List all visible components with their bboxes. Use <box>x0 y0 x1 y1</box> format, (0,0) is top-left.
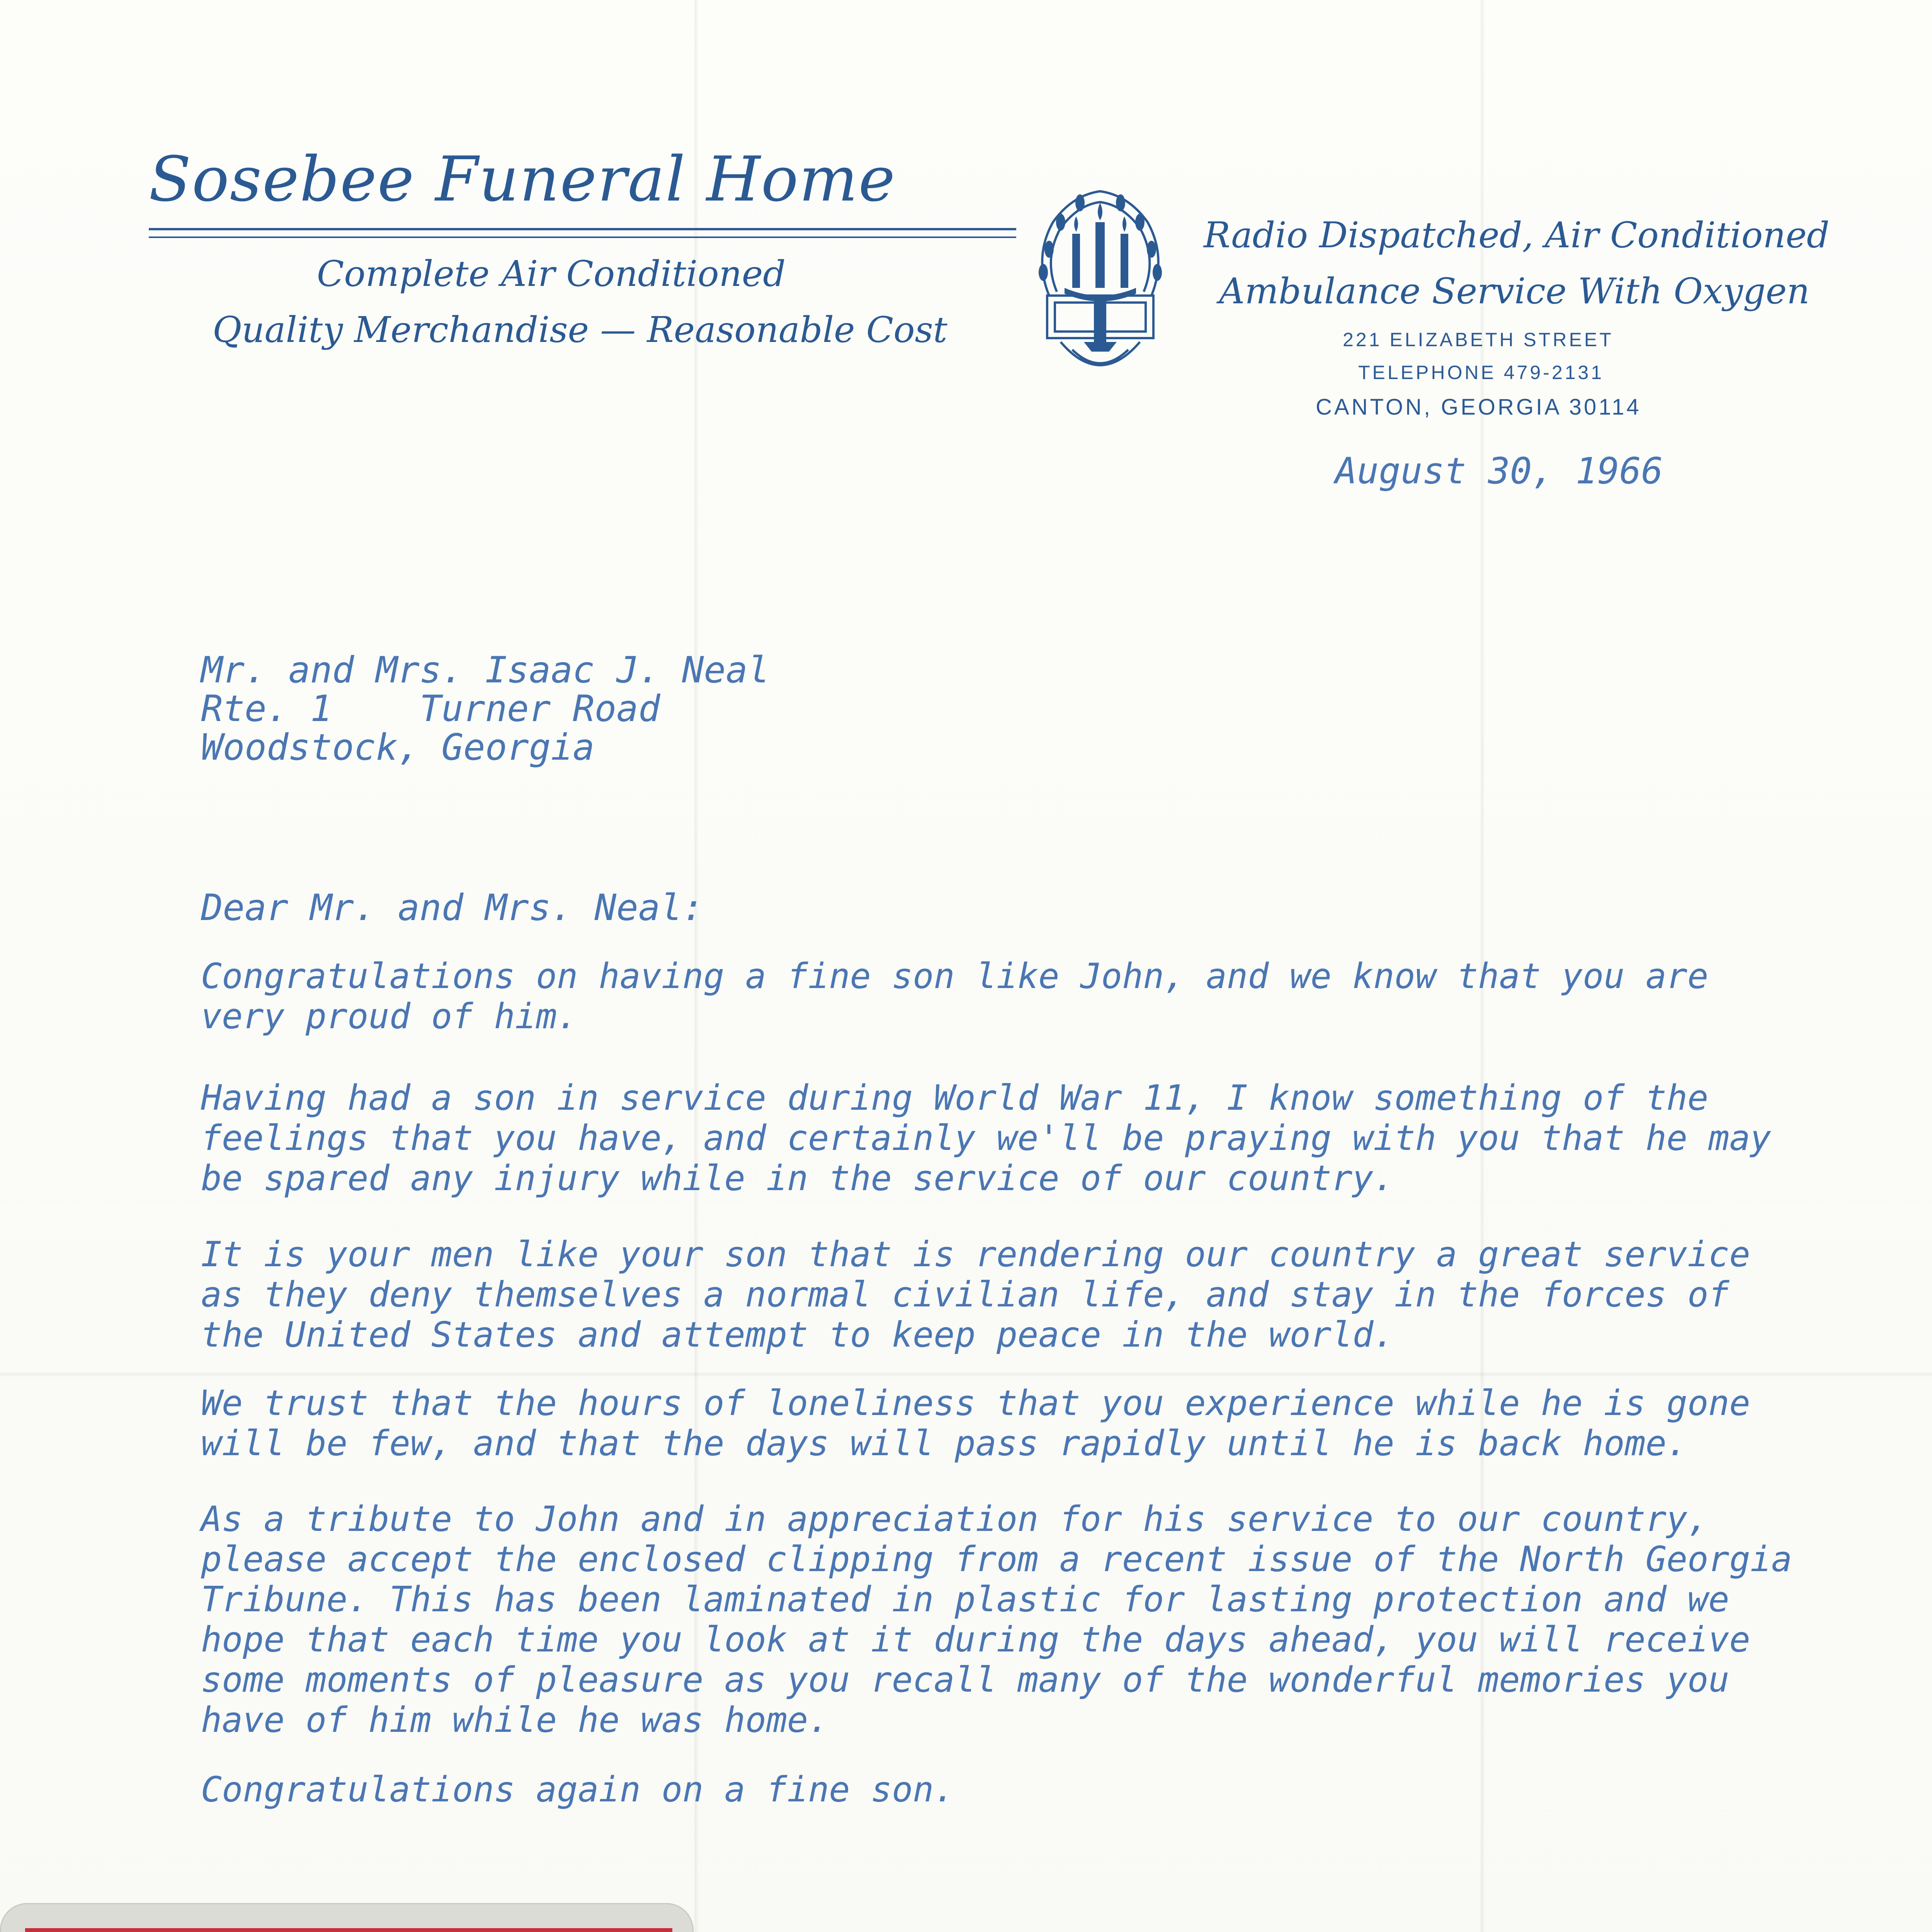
recipient-name: Mr. and Mrs. Isaac J. Neal <box>201 649 770 691</box>
salutation: Dear Mr. and Mrs. Neal: <box>201 887 704 929</box>
clipping-red-border <box>25 1928 672 1932</box>
service-ambulance: Ambulance Service With Oxygen <box>1219 270 1810 312</box>
letter-paragraph: As a tribute to John and in appreciation for his service to our country, please accept the enclosed clipping from a recent issue of the North Georgia Tribune. This has been laminated in plastic for lasting protection and we hope that each time you look at it during the days ahead, you will receive some moments of pleasure as you recall many of the wonderful memories you have of him while he was home. <box>201 1499 1793 1740</box>
tagline-air-conditioned: Complete Air Conditioned <box>317 253 786 294</box>
letter-paragraph: It is your men like your son that is rendering our country a great service as they deny themselves a normal civilian life, and stay in the forces of the United States and attempt to keep peace in the world. <box>201 1234 1750 1355</box>
telephone: TELEPHONE 479-2131 <box>1358 362 1604 383</box>
letter-paragraph: Congratulations again on a fine son. <box>201 1769 955 1810</box>
letterhead-rule-thin <box>149 236 1016 238</box>
street-address: 221 ELIZABETH STREET <box>1343 329 1614 350</box>
letterhead-rule <box>149 228 1016 230</box>
city-state-zip: CANTON, GEORGIA 30114 <box>1316 395 1641 420</box>
service-radio-dispatched: Radio Dispatched, Air Conditioned <box>1204 214 1830 256</box>
letter-paragraph: Having had a son in service during World War 11, I know something of the feelings that you have, and certainly we'll be praying with you that he may be spared any injury while in the service of our country. <box>201 1078 1771 1199</box>
laminated-news-clipping <box>0 1903 694 1932</box>
company-name: Sosebee Funeral Home <box>149 143 896 215</box>
letter-paragraph: We trust that the hours of loneliness that you experience while he is gone will be few, and that the days will pass rapidly until he is back home. <box>201 1383 1750 1464</box>
letter-date: August 30, 1966 <box>1335 450 1663 492</box>
tagline-merchandise: Quality Merchandise — Reasonable Cost <box>213 309 947 350</box>
letter-paragraph: Congratulations on having a fine son like John, and we know that you are very proud of him. <box>201 956 1709 1037</box>
recipient-city: Woodstock, Georgia <box>201 726 595 769</box>
candelabra-emblem-icon <box>1026 180 1175 400</box>
recipient-street: Rte. 1 Turner Road <box>201 688 660 730</box>
